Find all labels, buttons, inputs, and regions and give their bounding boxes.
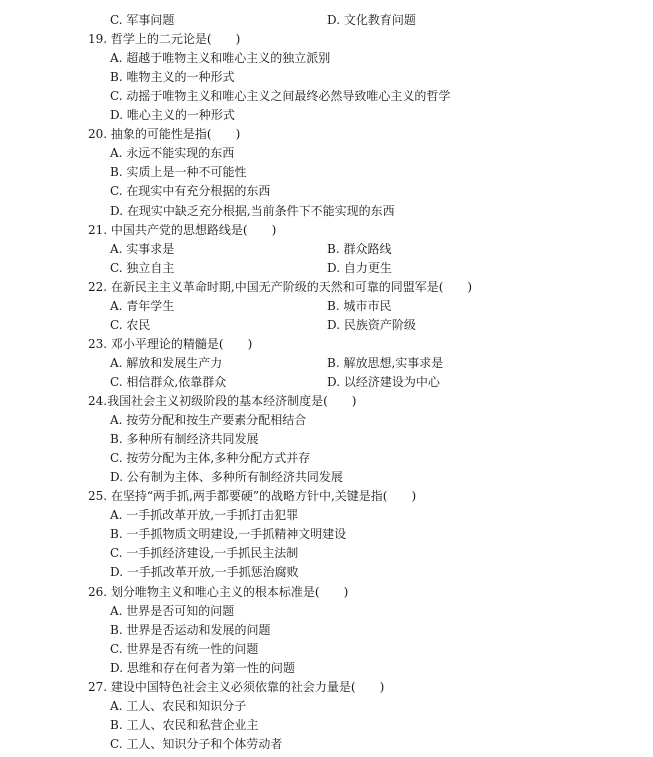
answer-option: B. 多种所有制经济共同发展 — [110, 432, 259, 447]
answer-option: C. 农民 — [110, 317, 151, 332]
answer-option: B. 群众路线 — [327, 241, 392, 256]
question-stem: 26. 划分唯物主义和唯心主义的根本标准是( ) — [88, 584, 349, 599]
answer-option: A. 实事求是 — [110, 241, 175, 256]
answer-option: A. 解放和发展生产力 — [110, 355, 223, 370]
answer-option: A. 工人、农民和知识分子 — [110, 698, 247, 713]
question-stem: 20. 抽象的可能性是指( ) — [88, 127, 241, 142]
answer-option: A. 超越于唯物主义和唯心主义的独立派别 — [110, 51, 331, 66]
answer-option: A. 按劳分配和按生产要素分配相结合 — [110, 413, 307, 428]
question-stem: 22. 在新民主主义革命时期,中国无产阶级的天然和可靠的同盟军是( ) — [88, 279, 473, 294]
answer-option: A. 一手抓改革开放,一手抓打击犯罪 — [110, 508, 299, 523]
answer-option: D. 文化教育问题 — [327, 13, 416, 27]
question-stem: 27. 建设中国特色社会主义必须依靠的社会力量是( ) — [88, 679, 385, 694]
answer-option: C. 一手抓经济建设,一手抓民主法制 — [110, 546, 299, 561]
question-stem: 23. 邓小平理论的精髓是( ) — [88, 336, 253, 351]
answer-option: A. 青年学生 — [110, 298, 175, 313]
answer-option: A. 永远不能实现的东西 — [110, 146, 235, 161]
answer-option: C. 独立自主 — [110, 260, 175, 275]
answer-option: D. 思维和存在何者为第一性的问题 — [110, 660, 295, 675]
answer-option: B. 解放思想,实事求是 — [327, 355, 444, 370]
answer-option: C. 按劳分配为主体,多种分配方式并存 — [110, 451, 311, 466]
answer-option: C. 军事问题 — [110, 13, 175, 27]
answer-option: B. 唯物主义的一种形式 — [110, 70, 235, 85]
answer-option: D. 唯心主义的一种形式 — [110, 108, 235, 123]
answer-option: B. 实质上是一种不可能性 — [110, 165, 247, 180]
answer-option: C. 工人、知识分子和个体劳动者 — [110, 736, 283, 751]
question-stem: 21. 中国共产党的思想路线是( ) — [88, 222, 277, 237]
answer-option: C. 相信群众,依靠群众 — [110, 374, 227, 389]
answer-option: D. 自力更生 — [327, 260, 392, 275]
answer-option: D. 民族资产阶级 — [327, 317, 416, 332]
question-stem: 24.我国社会主义初级阶段的基本经济制度是( ) — [88, 394, 357, 408]
answer-option: C. 世界是否有统一性的问题 — [110, 641, 259, 656]
answer-option: D. 以经济建设为中心 — [327, 374, 440, 389]
answer-option: B. 城市市民 — [327, 298, 392, 313]
answer-option: B. 一手抓物质文明建设,一手抓精神文明建设 — [110, 527, 347, 542]
answer-option: B. 工人、农民和私营企业主 — [110, 717, 259, 732]
answer-option: B. 世界是否运动和发展的问题 — [110, 622, 271, 637]
answer-option: D. 公有制为主体、多种所有制经济共同发展 — [110, 470, 343, 485]
answer-option: A. 世界是否可知的问题 — [110, 603, 235, 618]
answer-option: C. 在现实中有充分根据的东西 — [110, 184, 271, 199]
question-stem: 19. 哲学上的二元论是( ) — [88, 32, 241, 47]
answer-option: C. 动摇于唯物主义和唯心主义之间最终必然导致唯心主义的哲学 — [110, 89, 451, 104]
answer-option: D. 一手抓改革开放,一手抓惩治腐败 — [110, 565, 299, 580]
answer-option: D. 在现实中缺乏充分根据,当前条件下不能实现的东西 — [110, 203, 395, 218]
question-stem: 25. 在坚持“两手抓,两手都要硬”的战略方针中,关键是指( ) — [88, 489, 417, 504]
